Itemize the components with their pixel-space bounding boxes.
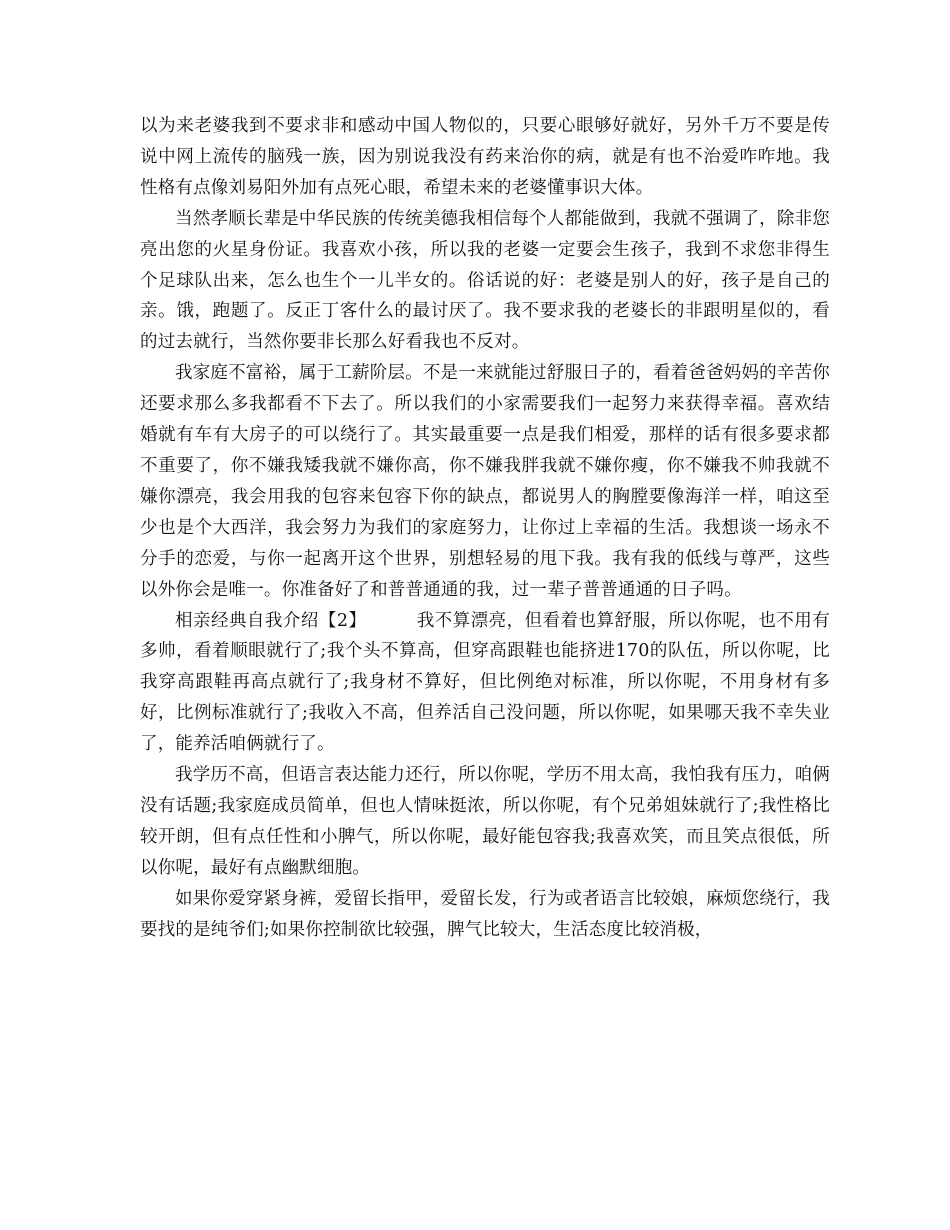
paragraph-1: 以为来老婆我到不要求非和感动中国人物似的，只要心眼够好就好，另外千万不要是传说中网上流传的脑残一族，因为别说我没有药来治你的病，就是有也不治爱咋咋地。我性格有点像刘易阳外加有点死心眼，希望未来的老婆懂事识大体。 (140, 116, 830, 198)
paragraph-6: 如果你爱穿紧身裤，爱留长指甲，爱留长发，行为或者语言比较娘，麻烦您绕行，我要找的是纯爷们;如果你控制欲比较强，脾气比较大，生活态度比较消极， (140, 888, 830, 940)
paragraph-2: 当然孝顺长辈是中华民族的传统美德我相信每个人都能做到，我就不强调了，除非您亮出您的火星身份证。我喜欢小孩，所以我的老婆一定要会生孩子，我到不求您非得生个足球队出来，怎么也生个一儿半女的。俗话说的好：老婆是别人的好，孩子是自己的亲。饿，跑题了。反正丁客什么的最讨厌了。我不要求我的老婆长的非跟明星似的，看的过去就行，当然你要非长那么好看我也不反对。 (140, 208, 830, 353)
section-heading: 相亲经典自我介绍【2】 (175, 610, 367, 631)
paragraph-3: 我家庭不富裕，属于工薪阶层。不是一来就能过舒服日子的，看着爸爸妈妈的辛苦你还要求那么多我都看不下去了。所以我们的小家需要我们一起努力来获得幸福。喜欢结婚就有车有大房子的可以绕行了。其实最重要一点是我们相爱，那样的话有很多要求都不重要了，你不嫌我矮我就不嫌你高，你不嫌我胖我就不嫌你瘦，你不嫌我不帅我就不嫌你漂亮，我会用我的包容来包容下你的缺点，都说男人的胸膛要像海洋一样，咱这至少也是个大西洋，我会努力为我们的家庭努力，让你过上幸福的生活。我想谈一场永不分手的恋爱，与你一起离开这个世界，别想轻易的甩下我。我有我的低线与尊严，这些以外你会是唯一。你准备好了和普普通通的我，过一辈子普普通通的日子吗。 (140, 363, 830, 600)
paragraph-4-body: 我不算漂亮，但看着也算舒服，所以你呢，也不用有多帅，看着顺眼就行了;我个头不算高，但穿高跟鞋也能挤进170的队伍，所以你呢，比我穿高跟鞋再高点就行了;我身材不算好，但比例绝对标准，所以你呢，不用身材有多好，比例标准就行了;我收入不高，但养活自己没问题，所以你呢，如果哪天我不幸失业了，能养活咱俩就行了。 (140, 610, 830, 755)
paragraph-4 (140, 606, 830, 761)
paragraph-5: 我学历不高，但语言表达能力还行，所以你呢，学历不用太高，我怕我有压力，咱俩没有话题;我家庭成员简单，但也人情味挺浓，所以你呢，有个兄弟姐妹就行了;我性格比较开朗，但有点任性和小脾气，所以你呢，最好能包容我;我喜欢笑，而且笑点很低，所以你呢，最好有点幽默细胞。 (140, 765, 830, 878)
document-page (140, 111, 830, 945)
